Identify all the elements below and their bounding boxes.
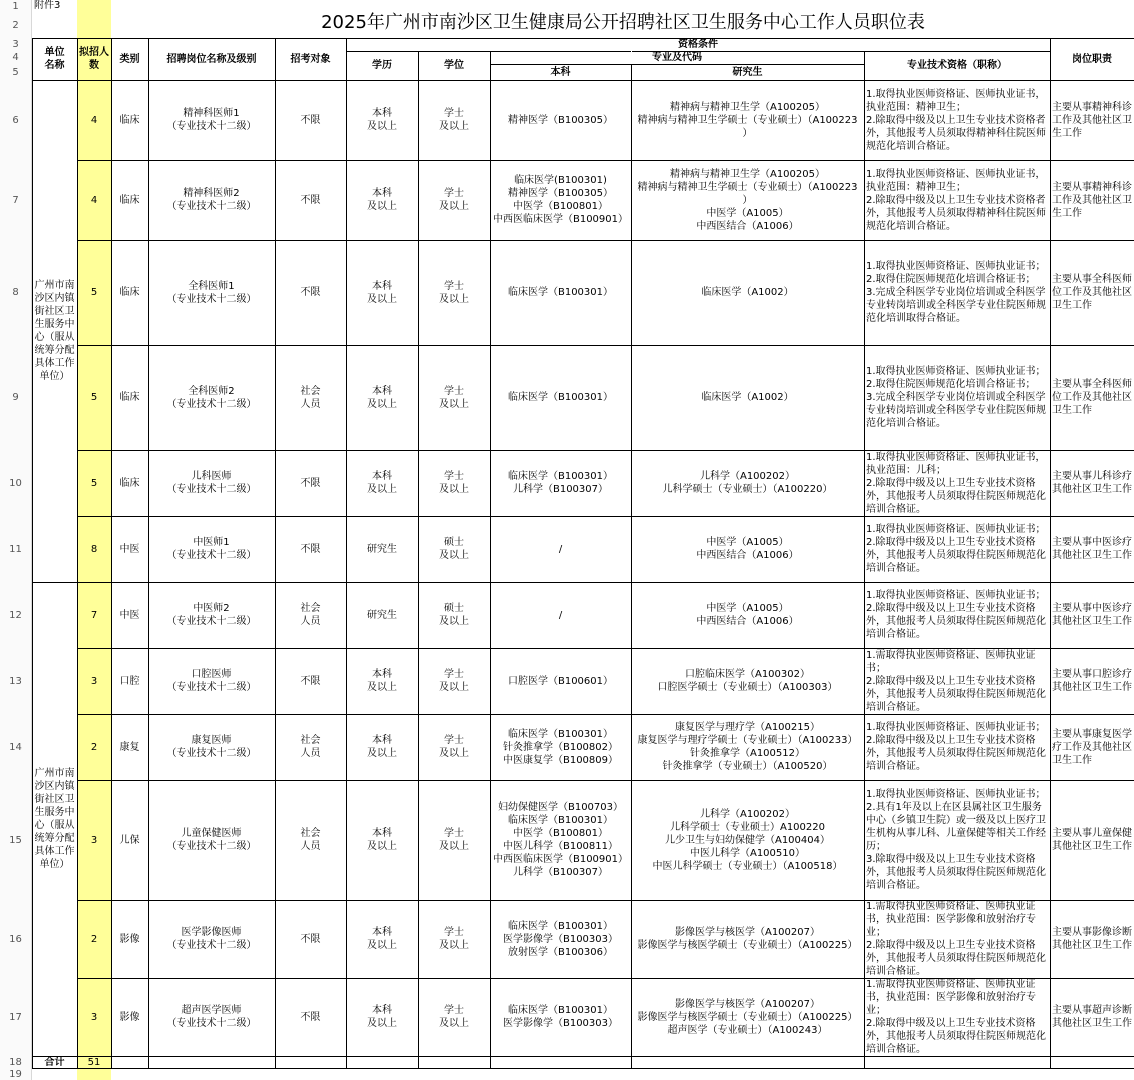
hire-count: 4 bbox=[90, 194, 98, 206]
tech-qualification: 1.取得执业医师资格证、医师执业证书； 2.除取得中级及以上卫生专业技术资格外，其他报考人员须取得住院医师规范化培训合格证。 bbox=[866, 722, 1046, 772]
tech-qualification: 1.需取得执业医师资格证、医师执业证书，执业范围：医学影像和放射治疗专业； 2.除取得中级及以上卫生专业技术资格外，其他报考人员须取得住院医师规范化培训合格证。 bbox=[866, 979, 1046, 1055]
position-name: 超声医学医师 （专业技术十二级） bbox=[166, 1005, 257, 1029]
page-title: 2025年广州市南沙区卫生健康局公开招聘社区卫生服务中心工作人员职位表 bbox=[321, 12, 925, 33]
tech-qualification: 1.取得执业医师资格证、医师执业证书； 2.取得住院医师规范化培训合格证书； 3.完成全科医学专业岗位培训或全科医学专业转岗培训或全科医学专业住院医师规范化培训取得合格证。 bbox=[866, 261, 1046, 324]
graduate-major: 精神病与精神卫生学（A100205） 精神病与精神卫生学硕士（专业硕士）（A100223 ） bbox=[637, 101, 858, 139]
grid-cover bbox=[864, 39, 865, 51]
education: 本科 及以上 bbox=[367, 108, 397, 132]
row-number[interactable]: 15 bbox=[0, 780, 32, 900]
education: 本科 及以上 bbox=[367, 188, 397, 212]
header-degree: 学位 bbox=[444, 60, 464, 71]
grid-cover bbox=[490, 39, 491, 51]
graduate-major: 中医学（A1005） 中西医结合（A1006） bbox=[696, 603, 799, 627]
header-qualifications: 资格条件 bbox=[678, 39, 718, 50]
row-number[interactable]: 13 bbox=[0, 648, 32, 714]
category: 康复 bbox=[119, 741, 140, 753]
target-applicants: 社会 人员 bbox=[300, 603, 321, 627]
row-number[interactable]: 16 bbox=[0, 900, 32, 978]
undergrad-major: 精神医学（B100305） bbox=[507, 114, 614, 126]
duty: 主要从事全科医师位工作及其他社区卫生工作 bbox=[1052, 274, 1132, 311]
tech-qualification: 1.取得执业医师资格证、医师执业证书，执业范围：儿科； 2.除取得中级及以上卫生专业技术资格外，其他报考人员须取得住院医师规范化培训合格证。 bbox=[866, 451, 1046, 515]
degree: 学士 及以上 bbox=[439, 471, 469, 495]
target-applicants: 不限 bbox=[300, 194, 321, 206]
duty: 主要从事影像诊断其他社区卫生工作 bbox=[1052, 927, 1132, 951]
grid-line bbox=[32, 1068, 1134, 1069]
position-name: 全科医师2 （专业技术十二级） bbox=[166, 385, 257, 410]
undergrad-major: / bbox=[558, 609, 563, 621]
position-name: 精神科医师2 （专业技术十二级） bbox=[166, 188, 257, 212]
tech-qualification: 1.需取得执业医师资格证、医师执业证书，执业范围：医学影像和放射治疗专业； 2.除取得中级及以上卫生专业技术资格外，其他报考人员须取得住院医师规范化培训合格证。 bbox=[866, 901, 1046, 977]
row-number[interactable]: 17 bbox=[0, 978, 32, 1056]
duty: 主要从事精神科诊工作及其他社区卫生工作 bbox=[1052, 181, 1132, 219]
grid-cover bbox=[631, 39, 632, 64]
education: 研究生 bbox=[367, 609, 397, 621]
grid-line bbox=[77, 780, 1134, 781]
header-graduate: 研究生 bbox=[732, 66, 763, 78]
total-count: 51 bbox=[87, 1056, 101, 1068]
grid-line bbox=[148, 38, 149, 1068]
undergrad-major: 临床医学(B100301) 精神医学（B100305） 中医学（B100801） 中西医临床医学（B100901） bbox=[492, 175, 629, 225]
unit-name-group-1: 广州市南 沙区内镇 街社区卫 生服务中 心（服从 统筹分配 具体工作 单位） bbox=[34, 280, 75, 382]
undergrad-major: 临床医学（B100301） 医学影像学（B100303） 放射医学（B100306） bbox=[502, 920, 619, 958]
row-number[interactable]: 2 bbox=[0, 12, 32, 38]
target-applicants: 不限 bbox=[300, 675, 321, 687]
graduate-major: 中医学（A1005） 中西医结合（A1006） bbox=[696, 537, 799, 561]
education: 本科 及以上 bbox=[367, 385, 397, 410]
hire-count: 2 bbox=[90, 933, 98, 945]
header-category: 类别 bbox=[119, 53, 140, 65]
grid-line bbox=[1050, 38, 1051, 1068]
grid-line bbox=[346, 38, 347, 1068]
graduate-major: 口腔临床医学（A100302） 口腔医学硕士（专业硕士）（A100303） bbox=[657, 669, 838, 693]
position-name: 中医师1 （专业技术十二级） bbox=[166, 537, 257, 561]
position-name: 全科医师1 （专业技术十二级） bbox=[166, 280, 257, 305]
grid-line bbox=[275, 38, 276, 1068]
target-applicants: 不限 bbox=[300, 287, 321, 298]
graduate-major: 儿科学（A100202） 儿科学硕士（专业硕士）（A100220） bbox=[662, 471, 833, 495]
grid-line bbox=[77, 450, 1134, 451]
header-duty: 岗位职责 bbox=[1072, 53, 1112, 65]
grid-line bbox=[77, 900, 1134, 901]
grid-cover bbox=[418, 39, 419, 51]
header-major: 专业及代码 bbox=[652, 52, 702, 63]
grid-line bbox=[77, 714, 1134, 715]
grid-line bbox=[77, 240, 1134, 241]
tech-qualification: 1.取得执业医师资格证、医师执业证书； 2.取得住院医师规范化培训合格证书； 3.完成全科医学专业岗位培训或全科医学专业转岗培训或全科医学专业住院医师规范化培训合格证。 bbox=[866, 366, 1046, 429]
category: 口腔 bbox=[119, 675, 140, 687]
education: 本科 及以上 bbox=[367, 828, 397, 852]
education: 本科 及以上 bbox=[367, 669, 397, 693]
education: 本科 及以上 bbox=[367, 1005, 397, 1029]
category: 临床 bbox=[119, 194, 140, 206]
attachment-label: 附件3 bbox=[34, 0, 61, 11]
grid-line bbox=[864, 38, 865, 1068]
undergrad-major: / bbox=[558, 543, 563, 555]
row-number[interactable]: 9 bbox=[0, 345, 32, 450]
category: 临床 bbox=[119, 287, 140, 298]
position-name: 儿科医师 （专业技术十二级） bbox=[166, 471, 257, 495]
grid-line bbox=[32, 582, 77, 583]
row-number[interactable]: 19 bbox=[0, 1068, 32, 1080]
header-position: 招聘岗位名称及级别 bbox=[166, 53, 257, 65]
degree: 学士 及以上 bbox=[439, 108, 469, 132]
degree: 学士 及以上 bbox=[439, 735, 469, 759]
tech-qualification: 1.需取得执业医师资格证、医师执业证书； 2.除取得中级及以上卫生专业技术资格外，其他报考人员须取得住院医师规范化培训合格证。 bbox=[866, 649, 1046, 713]
graduate-major: 精神病与精神卫生学（A100205） 精神病与精神卫生学硕士（专业硕士）（A100223 ） 中医学（A1005） 中西医结合（A1006） bbox=[637, 168, 858, 232]
row-number[interactable]: 4 bbox=[0, 51, 32, 64]
education: 本科 及以上 bbox=[367, 280, 397, 305]
grid-line bbox=[32, 38, 33, 1068]
degree: 学士 及以上 bbox=[439, 1005, 469, 1029]
education: 研究生 bbox=[367, 543, 397, 555]
hire-count: 7 bbox=[90, 609, 98, 621]
row-number[interactable]: 10 bbox=[0, 450, 32, 516]
graduate-major: 影像医学与核医学（A100207） 影像医学与核医学硕士（专业硕士）（A100225） 超声医学（专业硕士）（A100243） bbox=[637, 998, 858, 1036]
target-applicants: 不限 bbox=[300, 933, 321, 945]
duty: 主要从事儿童保健其他社区卫生工作 bbox=[1052, 828, 1132, 852]
header-tech-qual: 专业技术资格（职称） bbox=[907, 60, 1007, 71]
tech-qualification: 1.取得执业医师资格证、医师执业证书； 2.具有1年及以上在区县属社区卫生服务中心（乡镇卫生院）或一级及以上医疗卫生机构从事儿科、儿童保健等相关工作经历； 3.除取得中级及以上卫生专业技术资格外，其他报考人员须取得住院医师规范化培训合格证。 bbox=[866, 789, 1046, 891]
position-name: 口腔医师 （专业技术十二级） bbox=[166, 669, 257, 693]
category: 影像 bbox=[119, 1011, 140, 1023]
position-name: 儿童保健医师 （专业技术十二级） bbox=[166, 828, 257, 852]
degree: 学士 及以上 bbox=[439, 669, 469, 693]
position-name: 精神科医师1 （专业技术十二级） bbox=[166, 108, 257, 132]
grid-line bbox=[77, 516, 1134, 517]
tech-qualification: 1.取得执业医师资格证、医师执业证书； 2.除取得中级及以上卫生专业技术资格外，其他报考人员须取得住院医师规范化培训合格证。 bbox=[866, 524, 1046, 574]
unit-name-group-2: 广州市南 沙区内镇 街社区卫 生服务中 心（服从 统筹分配 具体工作 单位） bbox=[34, 768, 75, 870]
degree: 学士 及以上 bbox=[439, 385, 469, 410]
hire-count: 2 bbox=[90, 741, 98, 753]
undergrad-major: 临床医学（B100301） 儿科学（B100307） bbox=[507, 471, 614, 495]
position-name: 医学影像医师 （专业技术十二级） bbox=[166, 927, 257, 951]
duty: 主要从事精神科诊工作及其他社区卫生工作 bbox=[1052, 101, 1132, 139]
tech-qualification: 1.取得执业医师资格证、医师执业证书，执业范围：精神卫生； 2.除取得中级及以上卫生专业技术资格者外，其他报考人员须取得精神科住院医师规范化培训合格证。 bbox=[866, 88, 1046, 152]
row-number[interactable]: 6 bbox=[0, 80, 32, 160]
grid-line bbox=[346, 51, 1050, 52]
hire-count: 5 bbox=[90, 287, 98, 298]
row-number[interactable]: 12 bbox=[0, 582, 32, 648]
target-applicants: 不限 bbox=[300, 543, 321, 555]
graduate-major: 影像医学与核医学（A100207） 影像医学与核医学硕士（专业硕士）（A100225） bbox=[637, 927, 858, 951]
hire-count: 3 bbox=[90, 834, 98, 846]
header-count: 拟招人 数 bbox=[79, 47, 109, 71]
row-number[interactable]: 5 bbox=[0, 64, 32, 80]
category: 临床 bbox=[119, 477, 140, 489]
category: 影像 bbox=[119, 933, 140, 945]
tech-qualification: 1.取得执业医师资格证、医师执业证书； 2.除取得中级及以上卫生专业技术资格外，其他报考人员须取得住院医师规范化培训合格证。 bbox=[866, 590, 1046, 640]
graduate-major: 临床医学（A1002） bbox=[701, 287, 794, 298]
grid-line bbox=[32, 1056, 1134, 1057]
category: 临床 bbox=[119, 114, 140, 126]
position-name: 中医师2 （专业技术十二级） bbox=[166, 603, 257, 627]
row-number[interactable]: 3 bbox=[0, 38, 32, 51]
education: 本科 及以上 bbox=[367, 927, 397, 951]
category: 临床 bbox=[119, 392, 140, 403]
duty: 主要从事超声诊断其他社区卫生工作 bbox=[1052, 1005, 1132, 1029]
grid-line bbox=[32, 80, 1134, 81]
row-number[interactable]: 18 bbox=[0, 1056, 32, 1068]
degree: 学士 及以上 bbox=[439, 188, 469, 212]
grid-line bbox=[77, 38, 78, 1068]
undergrad-major: 临床医学（B100301） bbox=[507, 392, 614, 403]
undergrad-major: 临床医学（B100301） bbox=[507, 287, 614, 298]
total-label: 合计 bbox=[44, 1056, 65, 1068]
grid-line bbox=[490, 38, 491, 1068]
tech-qualification: 1.取得执业医师资格证、医师执业证书，执业范围：精神卫生； 2.除取得中级及以上卫生专业技术资格者外，其他报考人员须取得精神科住院医师规范化培训合格证。 bbox=[866, 168, 1046, 232]
grid-line bbox=[77, 582, 1134, 583]
row-number[interactable]: 8 bbox=[0, 240, 32, 345]
grid-line bbox=[490, 64, 864, 65]
category: 中医 bbox=[119, 609, 140, 621]
header-education: 学历 bbox=[372, 60, 392, 71]
degree: 学士 及以上 bbox=[439, 280, 469, 305]
hire-count: 3 bbox=[90, 1011, 98, 1023]
undergrad-major: 妇幼保健医学（B100703） 临床医学（B100301） 中医学（B100801） 中医儿科学（B100811） 中西医临床医学（B100901） 儿科学（B100307） bbox=[492, 802, 629, 878]
duty: 主要从事全科医师位工作及其他社区卫生工作 bbox=[1052, 379, 1132, 416]
degree: 硕士 及以上 bbox=[439, 537, 469, 561]
education: 本科 及以上 bbox=[367, 735, 397, 759]
category: 中医 bbox=[119, 543, 140, 555]
education: 本科 及以上 bbox=[367, 471, 397, 495]
header-target: 招考对象 bbox=[290, 53, 331, 65]
duty: 主要从事康复医学疗工作及其他社区卫生工作 bbox=[1052, 728, 1132, 766]
grid-line bbox=[111, 38, 112, 1068]
degree: 学士 及以上 bbox=[439, 927, 469, 951]
hire-count: 5 bbox=[90, 477, 98, 489]
row-number[interactable]: 11 bbox=[0, 516, 32, 582]
target-applicants: 社会 人员 bbox=[300, 735, 321, 759]
grid-line bbox=[77, 648, 1134, 649]
graduate-major: 儿科学（A100202） 儿科学硕士（专业硕士）A100220 儿少卫生与妇幼保健学（A100404） 中医儿科学（A100510） 中医儿科学硕士（专业硕士）（A100518） bbox=[652, 808, 843, 872]
duty: 主要从事口腔诊疗其他社区卫生工作 bbox=[1052, 669, 1132, 693]
degree: 硕士 及以上 bbox=[439, 603, 469, 627]
grid-line bbox=[32, 38, 1134, 39]
target-applicants: 不限 bbox=[300, 1011, 321, 1023]
grid-line bbox=[77, 160, 1134, 161]
graduate-major: 临床医学（A1002） bbox=[701, 392, 794, 403]
category: 儿保 bbox=[119, 834, 140, 846]
hire-count: 4 bbox=[90, 114, 98, 126]
header-unit: 单位 名称 bbox=[44, 47, 65, 71]
duty: 主要从事中医诊疗其他社区卫生工作 bbox=[1052, 537, 1132, 561]
grid-line bbox=[77, 978, 1134, 979]
header-undergrad: 本科 bbox=[550, 66, 571, 78]
degree: 学士 及以上 bbox=[439, 828, 469, 852]
duty: 主要从事儿科诊疗其他社区卫生工作 bbox=[1052, 471, 1132, 495]
target-applicants: 社会 人员 bbox=[300, 385, 321, 410]
row-number[interactable]: 1 bbox=[0, 0, 32, 12]
grid-line bbox=[77, 345, 1134, 346]
hire-count: 8 bbox=[90, 543, 98, 555]
row-number[interactable]: 7 bbox=[0, 160, 32, 240]
graduate-major: 康复医学与理疗学（A100215） 康复医学与理疗学硕士（专业硕士）（A100233） 针灸推拿学（A100512） 针灸推拿学（专业硕士）（A100520） bbox=[637, 722, 858, 772]
target-applicants: 社会 人员 bbox=[300, 828, 321, 852]
grid-line bbox=[631, 38, 632, 1068]
grid-line bbox=[418, 38, 419, 1068]
duty: 主要从事中医诊疗其他社区卫生工作 bbox=[1052, 603, 1132, 627]
undergrad-major: 临床医学（B100301） 针灸推拿学（B100802） 中医康复学（B100809） bbox=[502, 728, 619, 766]
hire-count: 5 bbox=[90, 392, 98, 403]
hire-count: 3 bbox=[90, 675, 98, 687]
target-applicants: 不限 bbox=[300, 114, 321, 126]
undergrad-major: 临床医学（B100301） 医学影像学（B100303） bbox=[502, 1005, 619, 1029]
target-applicants: 不限 bbox=[300, 477, 321, 489]
undergrad-major: 口腔医学（B100601） bbox=[507, 675, 614, 687]
position-name: 康复医师 （专业技术十二级） bbox=[166, 735, 257, 759]
row-number[interactable]: 14 bbox=[0, 714, 32, 780]
